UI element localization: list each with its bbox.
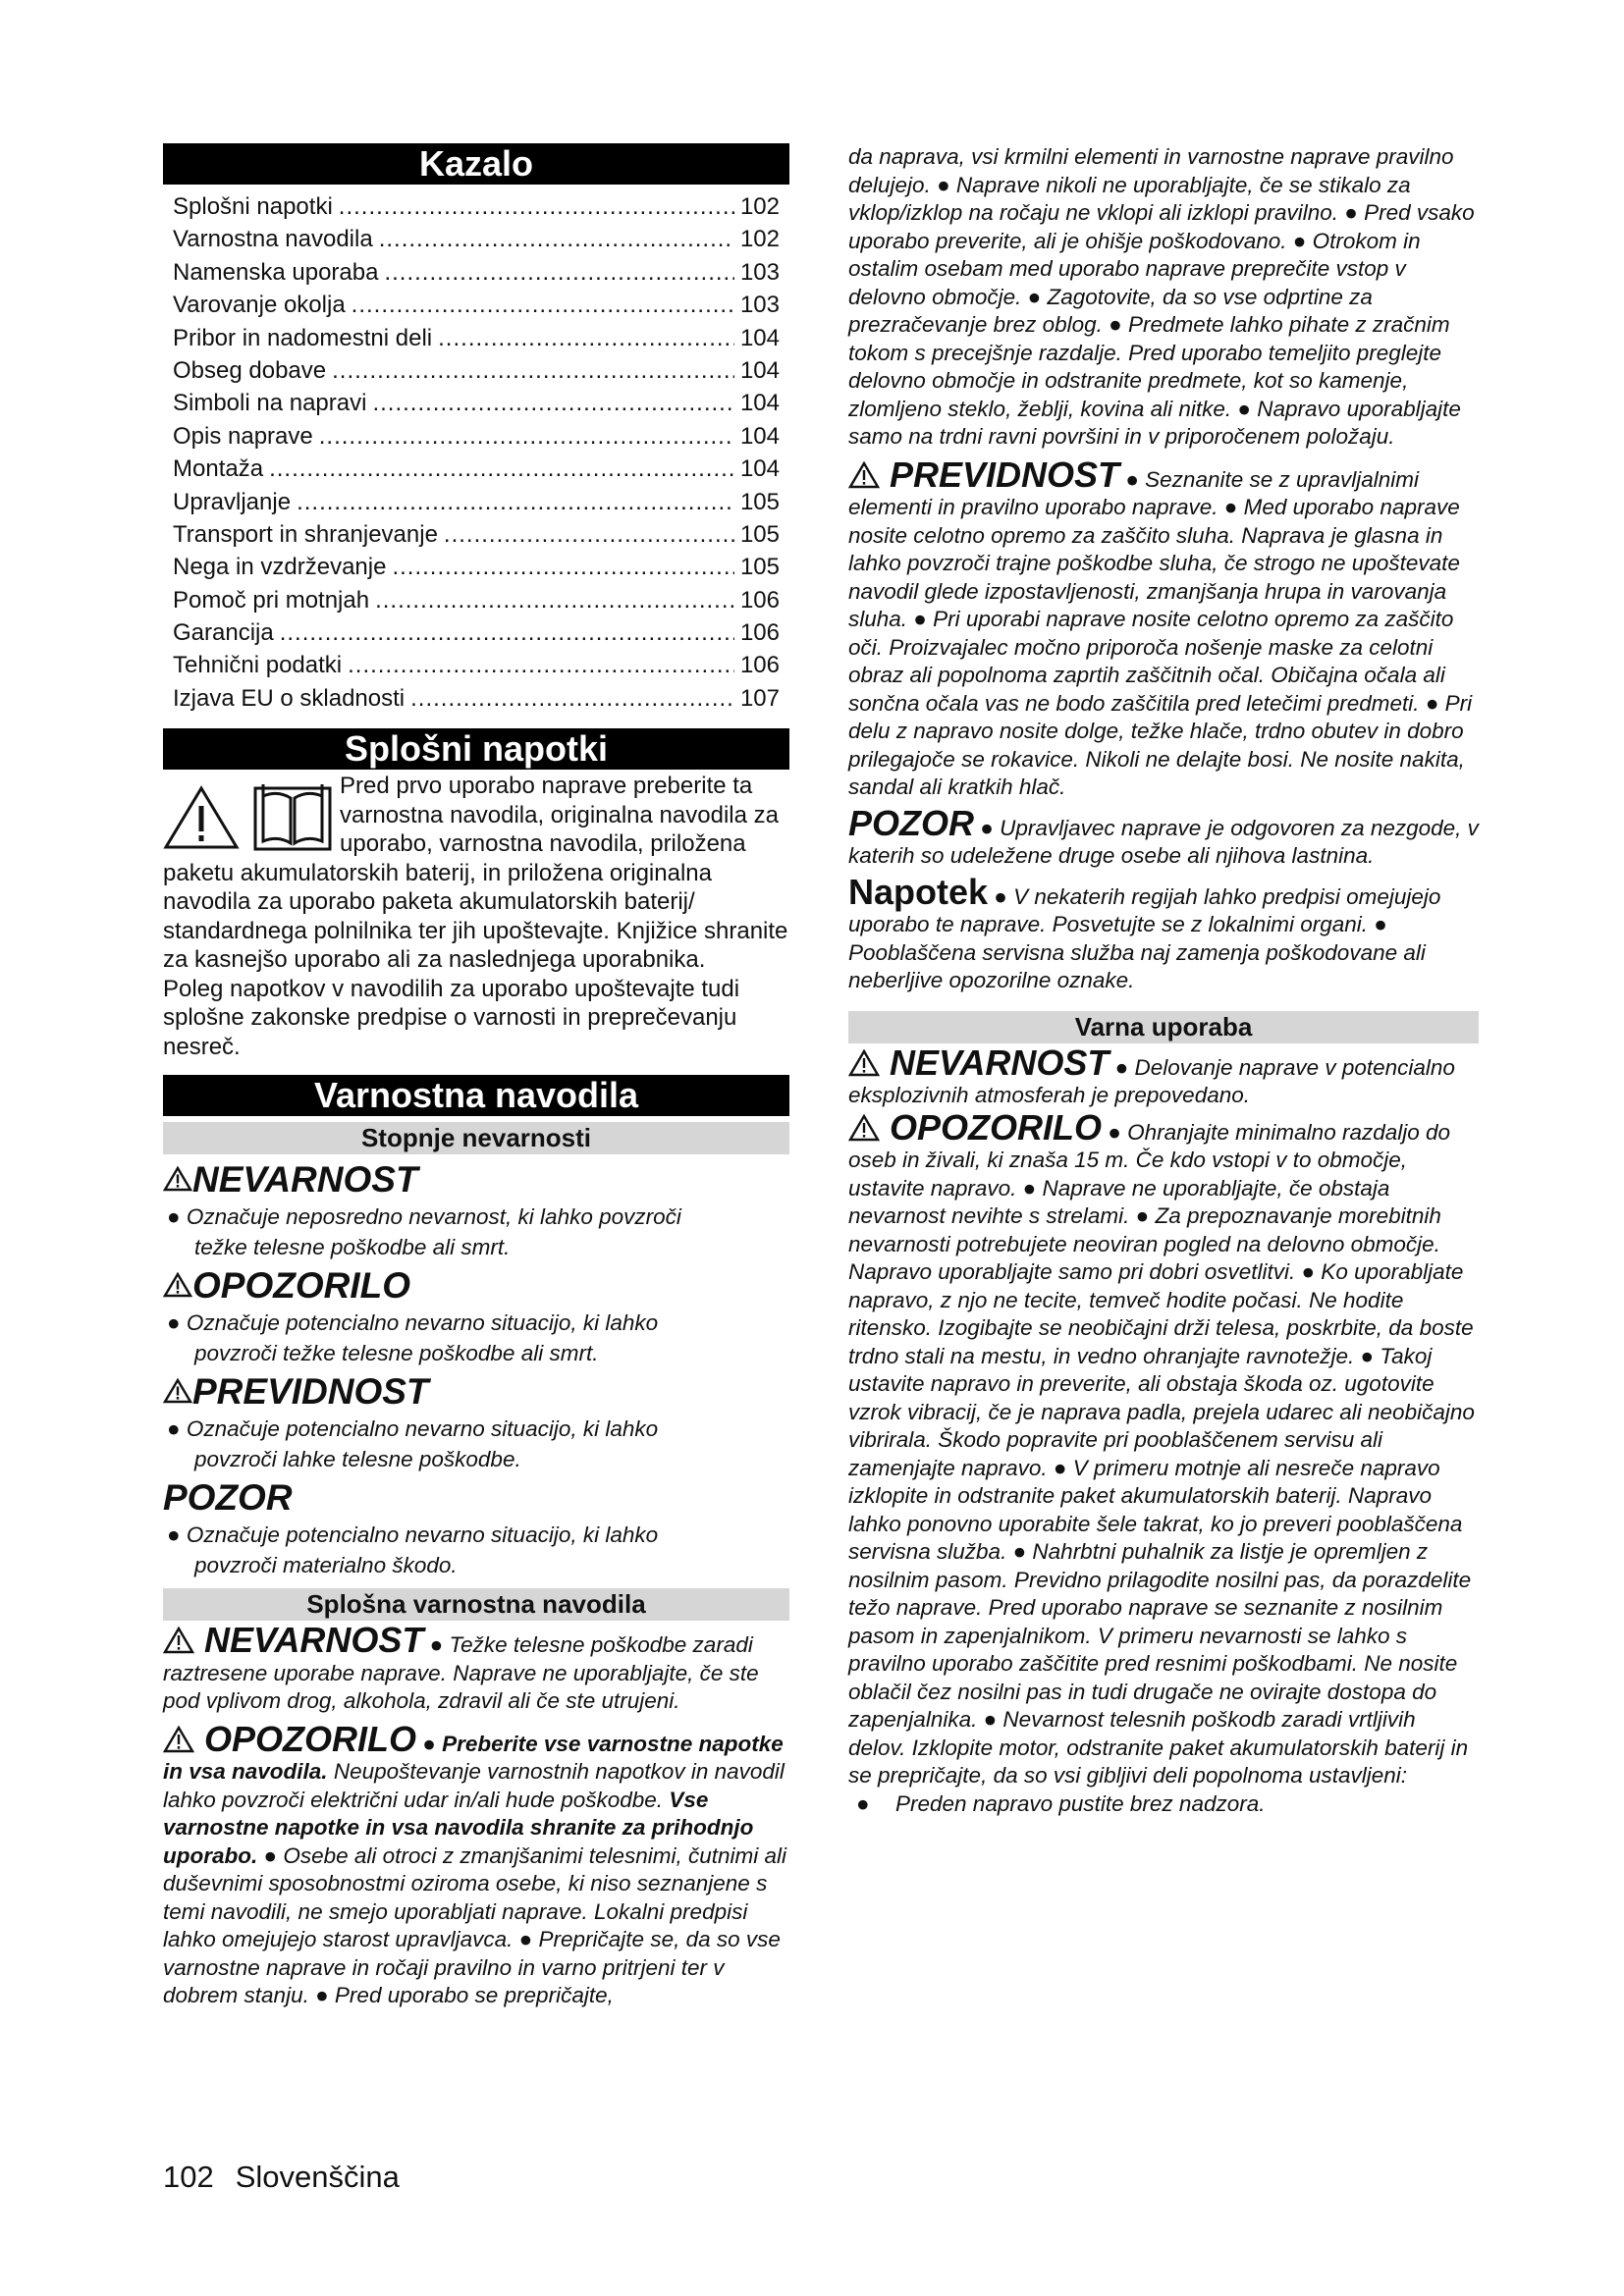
toc-row xyxy=(163,354,789,387)
note-paragraph: Napotek ● V nekaterih regijah lahko predpisi omejujejo uporabo te naprave. Posvetujte se z lokalnimi organi. ● Pooblaščena servisna služba naj zamenja poškodovane ali neberljive opozorilne oznake. xyxy=(848,871,1441,992)
toc-title: Garancija xyxy=(173,619,274,647)
language-label: Slovenščina xyxy=(235,2160,400,2194)
toc-title: Upravljanje xyxy=(173,488,292,515)
toc-title: Transport in shranjevanje xyxy=(173,520,438,548)
toc-row xyxy=(163,387,789,419)
toc-page: 106 xyxy=(739,619,780,647)
toc-title: Izjava EU o skladnosti xyxy=(173,684,406,712)
toc-page: 105 xyxy=(739,554,780,581)
toc-page: 106 xyxy=(739,586,780,614)
toc-title: Splošni napotki xyxy=(173,193,333,220)
toc-page: 104 xyxy=(739,455,780,483)
page-footer xyxy=(163,2160,400,2195)
toc-page: 105 xyxy=(739,520,780,548)
general-intro-text: Pred prvo uporabo naprave preberite ta varnostna navodila, originalna navodila za uporabo, varnostna navodila, priložena paketu akumulatorskih baterij, in priložena originalna navodila za uporabo paketa akumulatorskih baterij/ standardnega polnilnika ter jih upoštevajte. Knjižice shranite za kasnejšo uporabo ali za naslednjega uporabnika. xyxy=(163,773,788,974)
toc-heading: Kazalo xyxy=(163,143,789,185)
toc-leader xyxy=(348,649,734,681)
toc-row xyxy=(163,322,789,354)
toc-leader xyxy=(269,453,734,485)
toc-leader xyxy=(438,322,734,354)
toc-leader xyxy=(444,518,734,551)
toc-list xyxy=(163,190,789,715)
toc-page: 104 xyxy=(739,390,780,417)
safe-danger-paragraph: NEVARNOST ● Delovanje naprave v potencialno eksplozivnih atmosferah je prepovedano. xyxy=(848,1041,1455,1107)
general-danger-paragraph: NEVARNOST ● Težke telesne poškodbe zaradi raztresene uporabe naprave. Naprave ne uporabljajte, če ste pod vplivom drog, alkohola, zdravil ali če ste utrujeni. xyxy=(163,1620,759,1714)
toc-title: Nega in vzdrževanje xyxy=(173,554,387,581)
level-notice: POZOR ● Označuje potencialno nevarno situacijo, ki lahko povzroči materialno škodo. xyxy=(163,1477,659,1578)
toc-page: 105 xyxy=(739,488,780,515)
toc-title: Obseg dobave xyxy=(173,356,327,384)
toc-row xyxy=(163,551,789,583)
toc-page: 104 xyxy=(739,324,780,351)
toc-leader xyxy=(384,256,733,289)
toc-page: 103 xyxy=(739,292,780,319)
toc-title: Pribor in nadomestni deli xyxy=(173,324,433,351)
toc-title: Tehnični podatki xyxy=(173,652,343,679)
warning-triangle-icon xyxy=(163,1265,192,1306)
toc-title: Opis naprave xyxy=(173,422,313,450)
toc-leader xyxy=(375,584,734,616)
warning-triangle-icon xyxy=(163,1371,192,1412)
toc-row xyxy=(163,682,789,715)
toc-page: 107 xyxy=(739,684,780,712)
left-column xyxy=(163,143,789,2010)
warning-triangle-icon xyxy=(163,1726,194,1753)
list-item: ● Preden napravo pustite brez nadzora. xyxy=(856,1790,1266,1816)
warning-triangle-icon xyxy=(163,784,240,856)
level-warning: OPOZORILO ● Označuje potencialno nevarno situacijo, ki lahko povzroči težke telesne poškodbe ali smrt. xyxy=(163,1264,789,1368)
toc-leader xyxy=(352,289,734,321)
warning-triangle-icon xyxy=(848,1049,880,1077)
toc-page: 102 xyxy=(739,193,780,220)
toc-title: Namenska uporaba xyxy=(173,258,379,286)
toc-row xyxy=(163,289,789,321)
toc-leader xyxy=(379,223,734,255)
general-paragraph-2: Poleg napotkov v navodilih za uporabo upoštevajte tudi splošne zakonske predpise o varnosti in preprečevanju nesreč. xyxy=(163,975,740,1060)
toc-leader xyxy=(410,682,734,715)
toc-leader xyxy=(339,190,734,223)
warning-triangle-icon xyxy=(848,461,880,489)
toc-row xyxy=(163,453,789,485)
read-manual-book-icon xyxy=(253,782,332,858)
safe-use-heading: Varna uporaba xyxy=(848,1011,1479,1043)
warning-triangle-icon xyxy=(163,1159,192,1200)
continued-paragraph: da naprava, vsi krmilni elementi in varnostne naprave pravilno delujejo. ● Naprave nikoli ne uporabljajte, če se stikalo za vklop/izklop na ročaju ne vklopi ali izklopi pravilno. ● Pred vsako uporabo preverite, ali je ohišje poškodovano. ● Otrokom in ostalim osebam med uporabo naprave preprečite vstop v delovno območje. ● Zagotovite, da so vse odprtine za prezračevanje brez oblog. ● Predmete lahko pihate z zračnim tokom s precejšnje razdalje. Pred uporabo temeljito preglejte delovno območje in odstranite predmete, kot so kamenje, zlomljeno steklo, žeblji, kovina ali nitke. ● Napravo uporabljajte samo na trdni ravni površini in v priporočenem položaju. xyxy=(848,144,1475,449)
general-heading: Splošni napotki xyxy=(163,728,789,770)
toc-title: Montaža xyxy=(173,455,264,483)
toc-row xyxy=(163,649,789,681)
toc-row xyxy=(163,256,789,289)
page-number: 102 xyxy=(163,2160,214,2194)
toc-row xyxy=(163,584,789,616)
general-warning-paragraph: OPOZORILO ● Preberite vse varnostne napotke in vsa navodila. Neupoštevanje varnostnih napotkov in navodil lahko povzroči električni udar in/ali hude poškodbe. Vse varnostne napotke in vsa navodila shranite za prihodnjo uporabo. ● Osebe ali otroci z zmanjšanimi telesnimi, čutnimi ali duševnimi sposobnostmi oziroma osebe, ki niso seznanjene s temi navodili, ne smejo uporabljati naprave. Lokalni predpisi lahko omejujejo starost upravljavca. ● Prepričajte se, da so vse varnostne naprave in ročaji pravilno in varno pritrjeni ter v dobrem stanju. ● Pred uporabo se prepričajte, xyxy=(163,1718,787,2008)
toc-row xyxy=(163,420,789,453)
toc-title: Varovanje okolja xyxy=(173,292,346,319)
toc-title: Varnostna navodila xyxy=(173,226,373,253)
toc-leader xyxy=(280,616,734,649)
toc-page: 106 xyxy=(739,652,780,679)
warning-triangle-icon xyxy=(848,1114,880,1142)
intro-icons xyxy=(163,775,340,864)
levels-heading: Stopnje nevarnosti xyxy=(163,1122,789,1154)
warning-triangle-icon xyxy=(163,1627,194,1654)
right-column xyxy=(848,143,1479,1818)
toc-leader xyxy=(297,486,734,518)
toc-row xyxy=(163,223,789,255)
caution-paragraph: PREVIDNOST ● Seznanite se z upravljalnimi elementi in pravilno uporabo naprave. ● Med uporabo naprave nosite celotno opremo za zaščito sluha. Naprava je glasna in lahko povzroči trajne poškodbe sluha, če strogo ne upoštevate navodil glede izpostavljenosti, zmanjšanja hrupa in varovanja sluha. ● Pri uporabi naprave nosite celotno opremo za zaščito oči. Proizvajalec močno priporoča nošenje maske za celotni obraz ali popolnoma zaprtih zaščitnih očal. Običajna očala ali sončna očala vas ne bodo zaščitila pred letečimi predmeti. ● Pri delu z napravo nosite dolge, težke hlače, trdno obutev in dobro prilegajoče se rokavice. Nikoli ne delajte bosi. Ne nosite nakita, sandal ali kratkih hlač. xyxy=(848,454,1473,799)
notice-paragraph: POZOR ● Upravljavec naprave je odgovoren za nezgode, v katerih so udeležene druge osebe ali njihova lastnina. xyxy=(848,802,1479,868)
toc-page: 103 xyxy=(739,258,780,286)
toc-leader xyxy=(319,420,734,453)
toc-page: 104 xyxy=(739,356,780,384)
level-danger: NEVARNOST ● Označuje neposredno nevarnost, ki lahko povzroči težke telesne poškodbe ali smrt. xyxy=(163,1158,789,1262)
safe-warning-paragraph: OPOZORILO ● Ohranjajte minimalno razdaljo do oseb in živali, ki znaša 15 m. Če kdo vstopi v to območje, ustavite napravo. ● Naprave ne uporabljajte, če obstaja nevarnost nevihte s strelami. ● Za prepoznavanje morebitnih nevarnosti potrebujete neoviran pogled na delovno območje. Napravo uporabljajte samo pri dobri osvetlitvi. ● Ko uporabljate napravo, z njo ne tecite, temveč hodite počasi. Ne hodite ritensko. Izogibajte se neobičajni drži telesa, poskrbite, da boste trdno stali na mestu, in vedno ohranjajte ravnotežje. ● Takoj ustavite napravo in preverite, ali obstaja škoda oz. ugotovite vzrok vibracij, če je naprava padla, prejela udarec ali neobičajno vibrirala. Škodo popravite pri pooblaščenem servisu ali zamenjajte napravo. ● V primeru motnje ali nesreče napravo izklopite in odstranite paket akumulatorskih baterij. Napravo lahko ponovno uporabite šele takrat, ko jo preveri pooblaščena servisna služba. ● Nahrbtni puhalnik za listje je opremljen z nosilnim pasom. Previdno prilagodite nosilni pas, da porazdelite težo naprave. Pred uporabo naprave se seznanite z nosilnim pasom in zapenjalnikom. V primeru nevarnosti se lahko s pravilno uporabo zaščitite pred resnimi poškodbami. Ne nosite oblačil čez nosilni pas in tudi drugače ne ovirajte dostopa do zapenjalnika. ● Nevarnost telesnih poškodb zaradi vrtljivih delov. Izklopite motor, odstranite paket akumulatorskih baterij in se prepričajte, da so vsi gibljivi deli popolnoma ustavljeni: xyxy=(848,1106,1475,1788)
toc-row xyxy=(163,486,789,518)
toc-leader xyxy=(332,354,734,387)
toc-page: 104 xyxy=(739,422,780,450)
safety-heading: Varnostna navodila xyxy=(163,1075,789,1116)
level-caution: PREVIDNOST ● Označuje potencialno nevarno situacijo, ki lahko povzroči lahke telesne poškodbe. xyxy=(163,1370,789,1474)
general-safety-heading: Splošna varnostna navodila xyxy=(163,1588,789,1621)
toc-page: 102 xyxy=(739,226,780,253)
toc-leader xyxy=(392,551,734,583)
toc-row xyxy=(163,190,789,223)
toc-title: Simboli na napravi xyxy=(173,390,367,417)
toc-row xyxy=(163,518,789,551)
toc-title: Pomoč pri motnjah xyxy=(173,586,370,614)
toc-row xyxy=(163,616,789,649)
toc-leader xyxy=(372,387,734,419)
